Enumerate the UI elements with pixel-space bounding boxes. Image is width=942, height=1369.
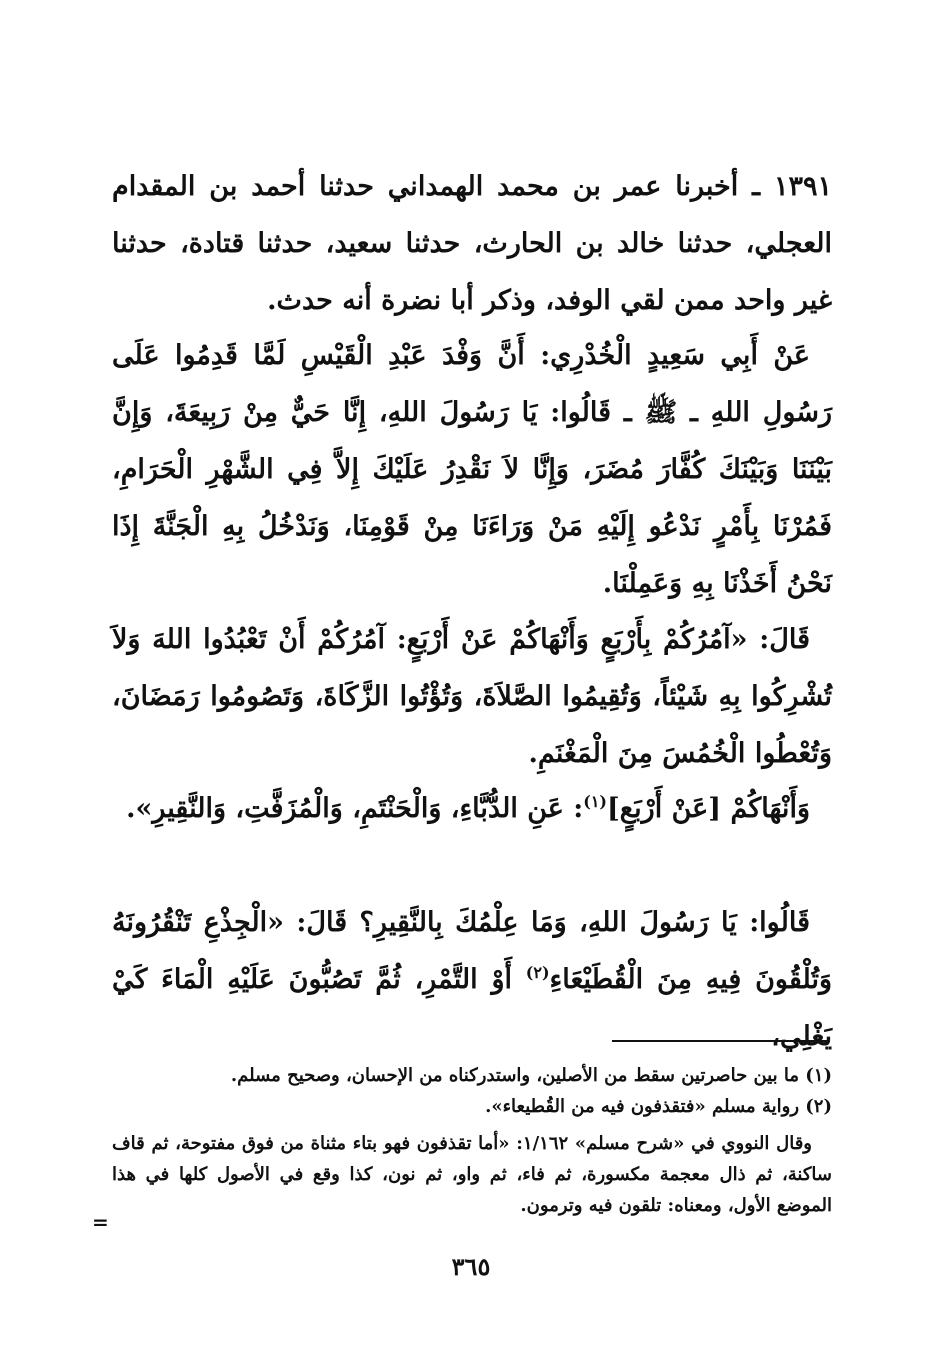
hadith-matn-paragraph-3 [112, 780, 832, 837]
hadith-number: ١٣٩١ ـ [752, 171, 832, 202]
matn-text-3a: وَأَنْهَاكُمْ [عَنْ أَرْبَعٍ] [607, 793, 810, 824]
page-number: ٣٦٥ [451, 1252, 491, 1281]
hadith-isnad-paragraph [112, 158, 832, 329]
hadith-matn-paragraph-1 [112, 327, 832, 612]
matn-text-4b: أَوْ التَّمْرِ، ثُمَّ تَصُبُّونَ عَلَيْهِ الْمَاءَ كَيْ يَغْلِي، [112, 964, 832, 1052]
matn-text-3b: : عَنِ الدُّبَّاءِ، وَالْحَنْتَمِ، وَالْمُزَفَّتِ، وَالنَّقِيرِ». [126, 793, 584, 824]
footnotes-section [112, 1060, 832, 1221]
footnote-2: (٢) رواية مسلم «فتقذفون فيه من القُطيعاء». [485, 1096, 832, 1117]
footnote-ref-1[interactable]: (١) [583, 792, 607, 811]
footnote-commentary: وقال النووي في «شرح مسلم» ١/١٦٢: «أما تقذفون فهو بتاء مثناة من فوق مفتوحة، ثم قاف ساكنة، ثم ذال معجمة مكسورة، ثم فاء، ثم واو، ثم نون، كذا وقع في الأصول كلها في هذا الموضع الأول، ومعناه: تلقون فيه وترمون. [112, 1133, 832, 1216]
footnote-1: (١) ما بين حاصرتين سقط من الأصلين، واستدركناه من الإحسان، وصحيح مسلم. [230, 1065, 832, 1086]
footnote-ref-2[interactable]: (٢) [525, 963, 550, 982]
matn-text-2: قَالَ: «آمُرُكُمْ بِأَرْبَعٍ وَأَنْهَاكُمْ عَنْ أَرْبَعٍ: آمُرُكُمْ أَنْ تَعْبُدُوا اللهَ وَلاَ تُشْرِكُوا بِهِ شَيْئاً، وَتُقِيمُوا الصَّلاَةَ، وَتُؤْتُوا الزَّكَاةَ، وَتَصُومُوا رَمَضَانَ، وَتُعْطُوا الْخُمُسَ مِنَ الْمَغْنَمِ. [112, 624, 832, 769]
footnote-separator [612, 1040, 830, 1042]
hadith-matn-paragraph-2 [112, 611, 832, 782]
continuation-mark: = [92, 1210, 109, 1234]
matn-text-1: عَنْ أَبِي سَعِيدٍ الْخُدْرِي: أَنَّ وَفْدَ عَبْدِ الْقَيْسِ لَمَّا قَدِمُوا عَلَى رَسُولِ اللهِ ـ ﷺ ـ قَالُوا: يَا رَسُولَ اللهِ، إِنَّا حَيٌّ مِنْ رَبِيعَةَ، وَإِنَّ بَيْنَنَا وَبَيْنَكَ كُفَّارَ مُضَرَ، وَإِنَّا لاَ نَقْدِرُ عَلَيْكَ إِلاَّ فِي الشَّهْرِ الْحَرَامِ، فَمُرْنَا بِأَمْرٍ نَدْعُو إِلَيْهِ مَنْ وَرَاءَنَا مِنْ قَوْمِنَا، وَنَدْخُلُ بِهِ الْجَنَّةَ إِذَا نَحْنُ أَخَذْنَا بِهِ وَعَمِلْنَا. [112, 340, 832, 599]
matn-text-4a: قَالُوا: يَا رَسُولَ اللهِ، وَمَا عِلْمُكَ بِالنَّقِيرِ؟ قَالَ: «الْجِذْعِ تَنْقُرُونَهُ وَتُلْقُونَ فِيهِ مِنَ الْقُطَيْعَاءِ [112, 907, 832, 995]
isnad-text: أخبرنا عمر بن محمد الهمداني حدثنا أحمد بن المقدام العجلي، حدثنا خالد بن الحارث، حدثنا سعيد، حدثنا قتادة، حدثنا غير واحد ممن لقي الوفد، وذكر أبا نضرة أنه حدث. [112, 171, 832, 316]
